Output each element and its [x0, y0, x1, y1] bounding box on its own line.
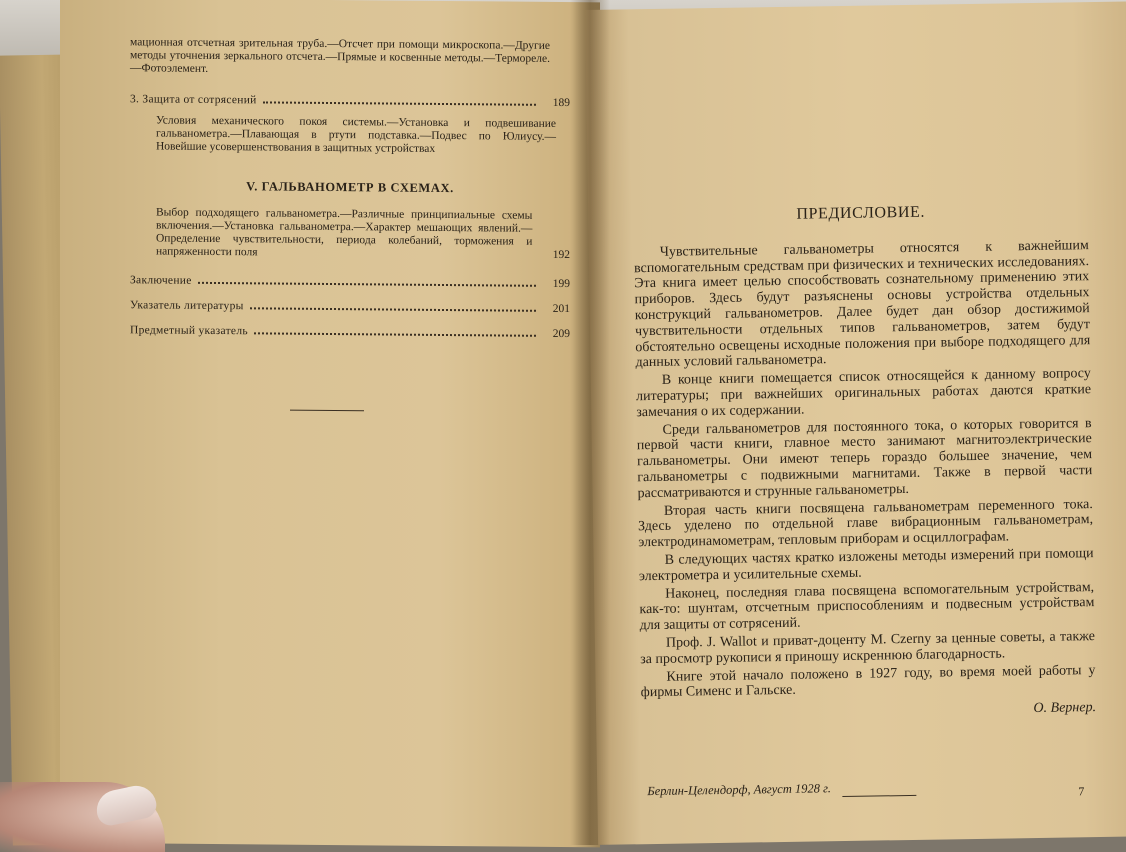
toc-entry-description: Выбор подходящего гальванометра.—Различные принципиальные схемы включения.—Установка гальванометра.—Характер мешающих явлений.—Определение чувствительности, периода колебаний, торможения и напряженности поля [156, 206, 533, 259]
leader-dots [198, 282, 536, 287]
toc-entry-page: 189 [552, 96, 570, 110]
toc-entry-page: 201 [552, 302, 570, 316]
toc-entry-page: 209 [552, 327, 570, 341]
leader-dots [263, 101, 536, 105]
place-date-footer: Берлин-Целендорф, Август 1928 г. [647, 781, 832, 799]
toc-entry-literature [130, 299, 570, 316]
toc-entry-description: Условия механического покоя системы.—Установка и подвешивание гальванометра.—Плавающая в ртути подставка.—Подвес по Юлиусу.—Новейшие усовершенствования в защитных устройствах [156, 114, 556, 155]
end-rule [290, 410, 364, 412]
preface-paragraph: Проф. J. Wallot и приват-доценту M. Czerny за ценные советы, а также за просмотр рукописи я приношу искреннюю благодарность. [640, 628, 1096, 667]
preface-paragraph: В следующих частях кратко изложены методы измерений при помощи электрометра и усилительные схемы. [638, 546, 1094, 584]
preface [633, 202, 1096, 723]
book-gutter [570, 0, 610, 845]
author-signature: О. Вернер. [1033, 700, 1097, 717]
toc-entry-page: 199 [552, 277, 570, 291]
left-page [60, 0, 600, 847]
preface-paragraph: Наконец, последняя глава посвящена вспомогательным устройствам, как-то: шунтам, отсчетным приспособлениям и подвесным устройствам для защиты от сотрясений. [639, 579, 1095, 634]
table-of-contents [130, 36, 570, 341]
toc-entry-label: Указатель литературы [130, 299, 244, 313]
page-number: 7 [1078, 784, 1085, 799]
toc-entry-chapter5 [156, 206, 570, 262]
toc-entry-protection [130, 93, 570, 110]
preface-paragraph: Вторая часть книги посвящена гальванометрам переменного тока. Здесь уделено по отдельной главе вибрационным гальванометрам, электродинамометрам, тепловым приборам и осциллографам. [638, 496, 1094, 551]
footer-rule [842, 795, 916, 797]
toc-entry-label: 3. Защита от сотрясений [130, 93, 257, 107]
leader-dots [254, 332, 536, 336]
toc-continued-description: мационная отсчетная зрительная труба.—Отсчет при помощи микроскопа.—Другие методы уточнения зеркального отсчета.—Прямые и косвенные методы.—Термореле.—Фотоэлемент. [130, 36, 550, 75]
preface-paragraph: Среди гальванометров для постоянного тока, о которых говорится в первой части книги, главное место занимают магнитоэлектрические гальванометры. Они имеют теперь гораздо большее значение, чем гальванометры с подвижными магнитами. Также в первой части рассматриваются и струнные гальванометры. [636, 415, 1093, 501]
preface-paragraph: В конце книги помещается список относящейся к данному вопросу литературы; при важнейших оригинальных работах даются краткие замечания о их содержании. [635, 366, 1092, 421]
toc-entry-label: Предметный указатель [130, 324, 248, 338]
right-page [585, 2, 1126, 845]
toc-entry-label: Заключение [130, 274, 192, 287]
preface-title: ПРЕДИСЛОВИЕ. [796, 203, 926, 223]
toc-entry-page: 192 [552, 248, 570, 262]
toc-entry-index [130, 324, 570, 341]
leader-dots [250, 307, 536, 311]
preface-paragraph: Чувствительные гальванометры относятся к важнейшим вспомогательным средствам при физических и технических исследованиях. Эта книга имеет целью способствовать сознательному применению этих приборов. Здесь будут разъяснены основы устройства отдельных конструкций гальванометров. Далее будет дан обзор достижимой чувствительности отдельных типов гальванометров, затем будут обстоятельно освещены исходные положения при выборе подходящего для данных условий гальванометра. [633, 237, 1091, 371]
toc-entry-conclusion [130, 274, 570, 291]
chapter-title: V. ГАЛЬВАНОМЕТР В СХЕМАХ. [246, 179, 454, 196]
preface-paragraph: Книге этой начало положено в 1927 году, во время моей работы у фирмы Сименс и Гальске. [640, 662, 1096, 701]
